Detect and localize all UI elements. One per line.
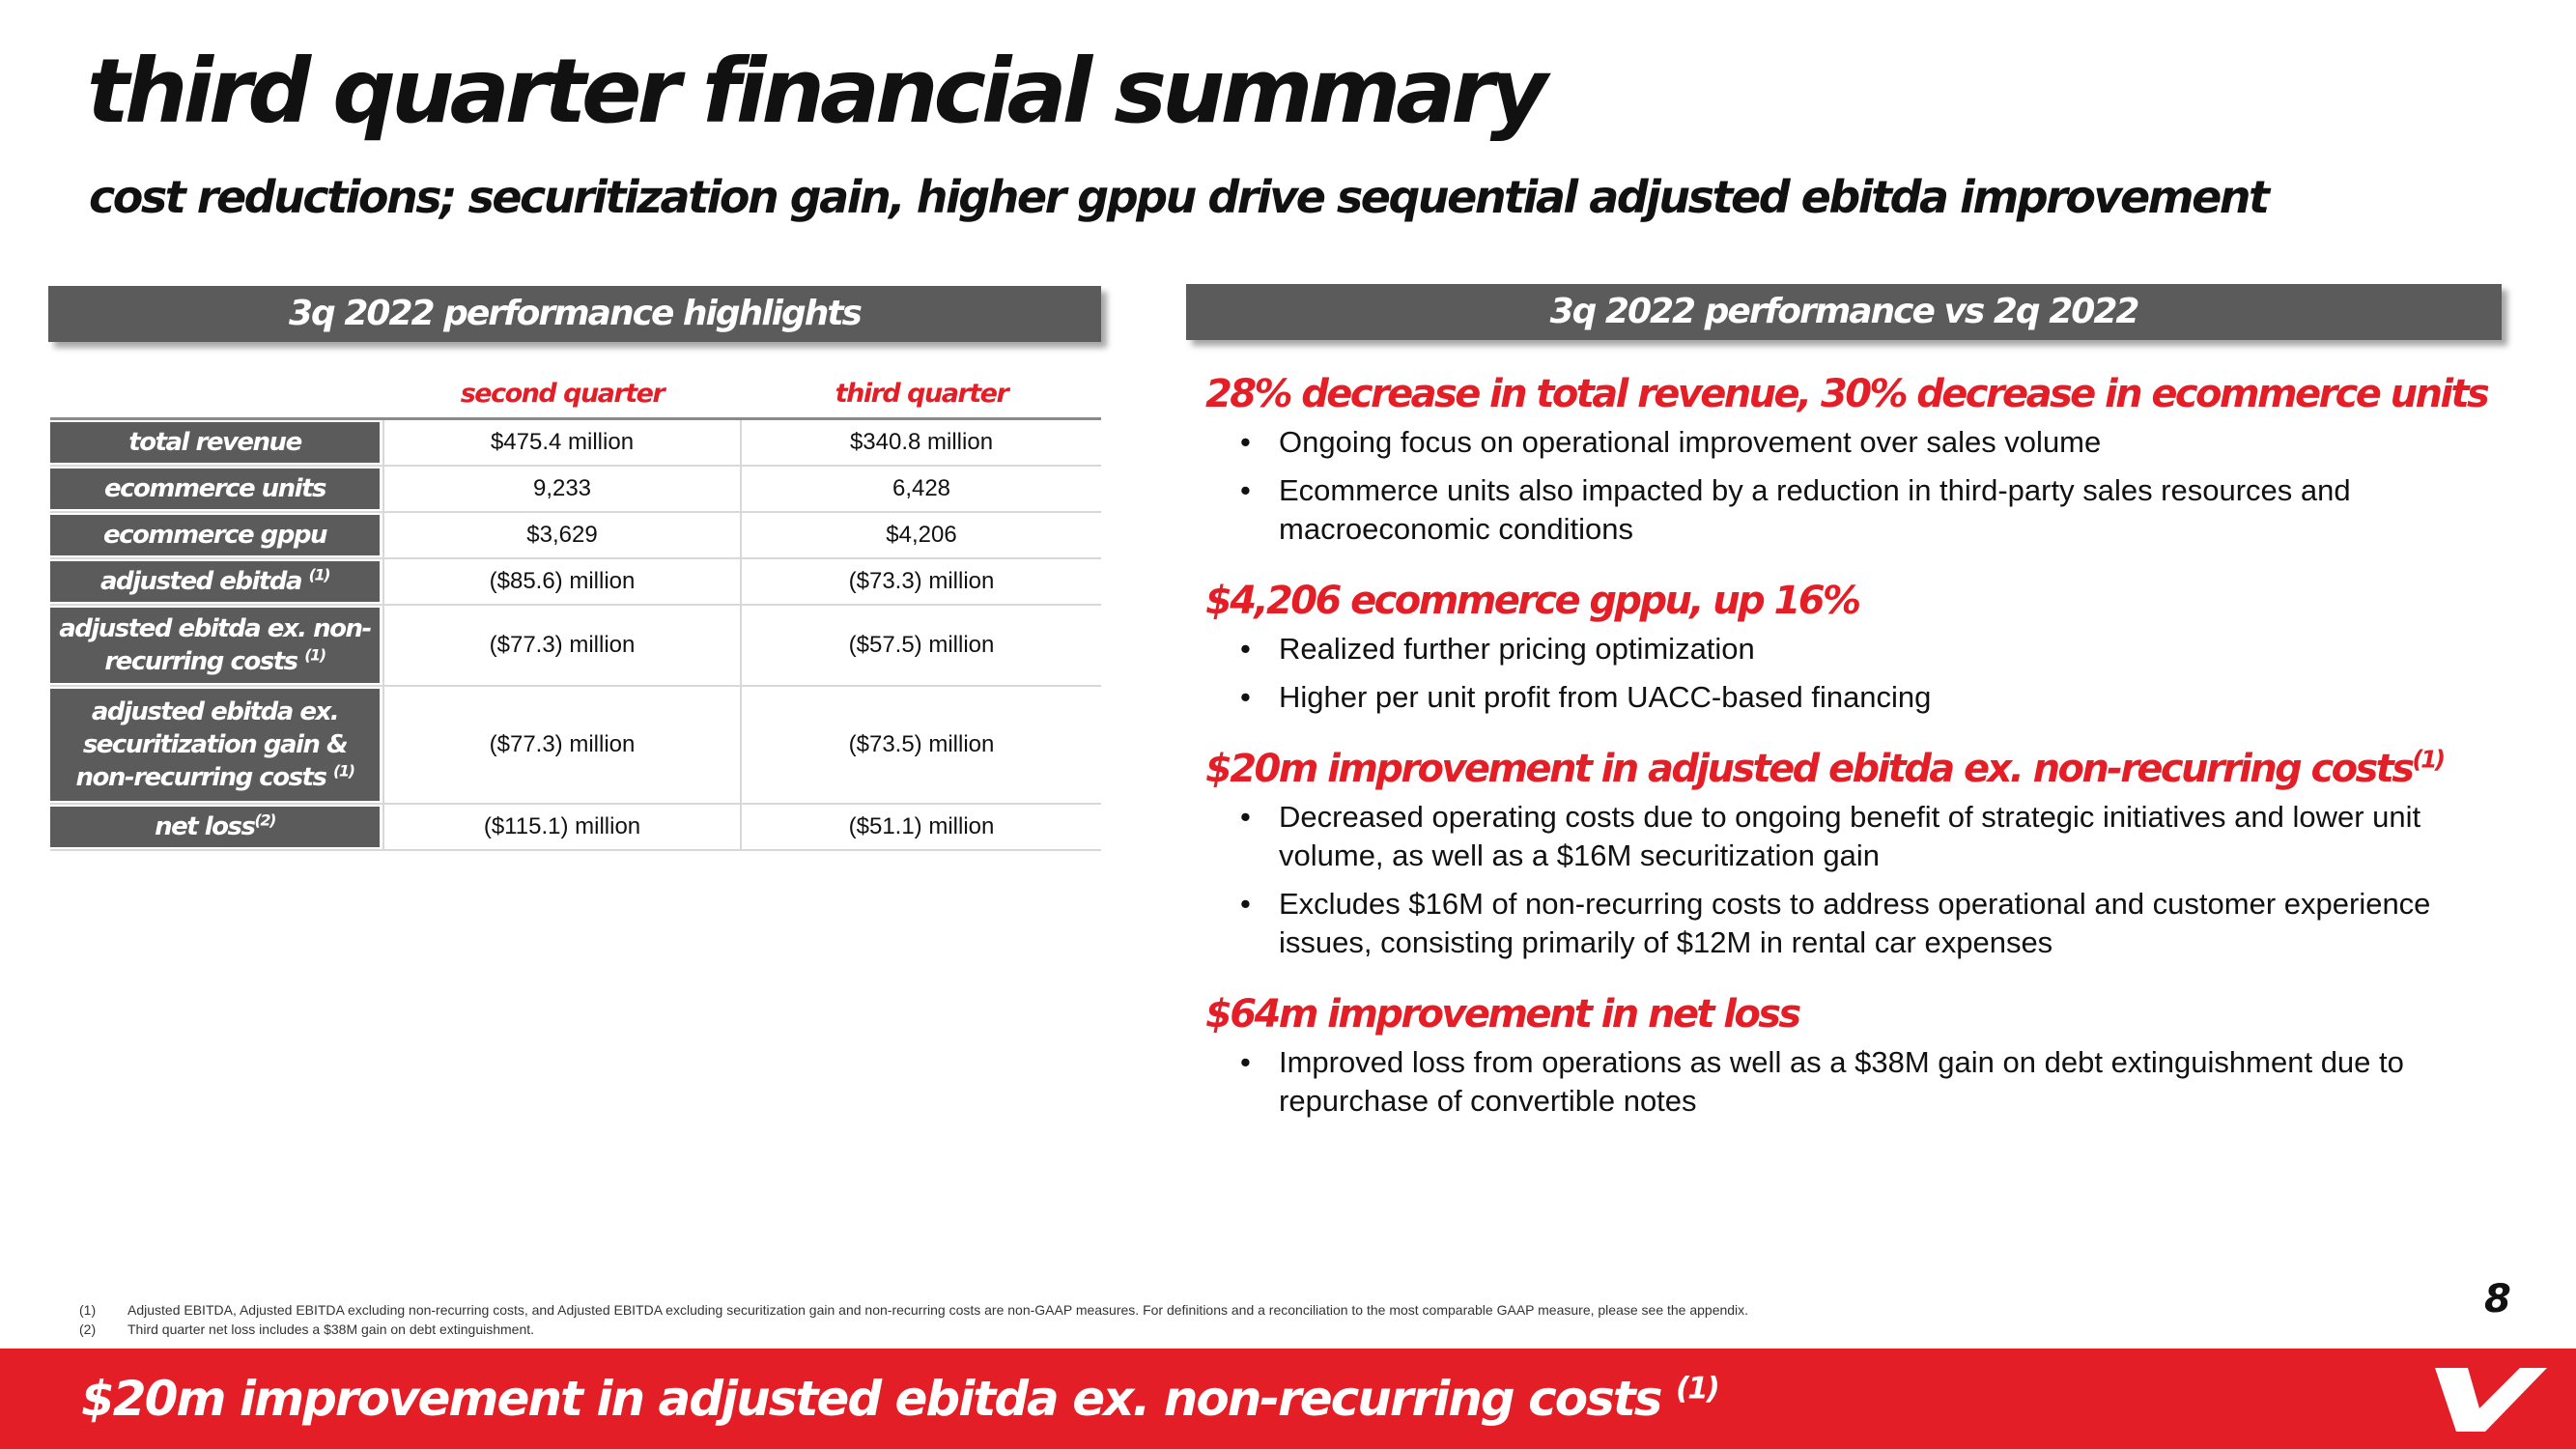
bullet-dot-icon: • (1240, 473, 1251, 507)
highlights-header: 3q 2022 performance highlights (48, 286, 1101, 342)
section-adjusted-ebitda (1205, 742, 2471, 962)
bullet-dot-icon: • (1240, 1045, 1251, 1079)
section-heading: 28% decrease in total revenue, 30% decrease in ecommerce units (1205, 372, 2488, 416)
cell-q3: ($57.5) million (848, 632, 995, 658)
bullet-item: • Higher per unit profit from UACC-based financing (1205, 678, 2471, 717)
row-label-ecommerce-gppu: ecommerce gppu (50, 515, 380, 555)
bullet-dot-icon: • (1240, 425, 1251, 459)
table-row (50, 687, 1101, 805)
vroom-v-logo-icon (2431, 1362, 2549, 1435)
cell-q2: $475.4 million (382, 420, 742, 465)
cell-q3: ($73.3) million (848, 568, 995, 594)
cell-q2: ($77.3) million (382, 687, 742, 803)
row-label-adjusted-ebitda-ex-securitization: adjusted ebitda ex. securitization gain & non-recurring costs $^{(1)}$ (50, 689, 380, 801)
cell-q3: $340.8 million (849, 429, 994, 455)
cell-q3: ($51.1) million (848, 813, 995, 839)
section-heading: $20m improvement in adjusted ebitda ex. non-recurring costs$^{(1)}$ (1205, 745, 2444, 791)
banner-text: $20m improvement in adjusted ebitda ex. non-recurring costs $^{(1)}$ (81, 1371, 1718, 1427)
row-label-net-loss: net loss$^{(2)}$ (50, 807, 380, 847)
cell-q3: 6,428 (892, 475, 951, 501)
bullet-item: • Excludes $16M of non-recurring costs to address operational and customer experience issues, consisting primarily of $12M in rental car expenses (1240, 887, 2431, 959)
cell-q2: ($77.3) million (382, 606, 742, 685)
footnotes (79, 1300, 1748, 1339)
cell-q3: $4,206 (886, 522, 957, 548)
section-net-loss (1205, 987, 2471, 1121)
performance-sections (1205, 367, 2488, 1146)
bullet-item: • Improved loss from operations as well as a $38M gain on debt extinguishment due to repurchase of convertible notes (1240, 1045, 2404, 1118)
cell-q2: 9,233 (382, 467, 742, 511)
column-header-third-quarter: third quarter (835, 379, 1008, 409)
bullet-item: • Ongoing focus on operational improvement over sales volume (1205, 423, 2471, 462)
footnote: (1) Adjusted EBITDA, Adjusted EBITDA excluding non-recurring costs, and Adjusted EBITDA excluding securitization gain and non-recurring costs are non-GAAP measures. For definitions and a reconciliation to the most comparable GAAP measure, please see the appendix. (79, 1302, 1749, 1318)
row-label-total-revenue: total revenue (50, 422, 380, 463)
performance-vs-header: 3q 2022 performance vs 2q 2022 (1186, 284, 2502, 340)
section-heading: $4,206 ecommerce gppu, up 16% (1205, 579, 1859, 623)
highlights-table (50, 371, 1101, 851)
footnote: (2) Third quarter net loss includes a $38M gain on debt extinguishment. (79, 1321, 535, 1337)
table-row (50, 467, 1101, 513)
table-row (50, 513, 1101, 559)
page-title: third quarter financial summary (87, 40, 1543, 143)
cell-q2: $3,629 (382, 513, 742, 557)
page-subtitle: cost reductions; securitization gain, higher gppu drive sequential adjusted ebitda improvement (89, 171, 2268, 223)
table-row (50, 606, 1101, 687)
page-number: 8 (2484, 1277, 2511, 1321)
table-row (50, 420, 1101, 467)
section-revenue (1205, 367, 2488, 549)
row-label-adjusted-ebitda: adjusted ebitda $^{(1)}$ (50, 561, 380, 602)
cell-q2: ($85.6) million (382, 559, 742, 604)
table-row (50, 805, 1101, 851)
bullet-item: • Decreased operating costs due to ongoing benefit of strategic initiatives and lower unit volume, as well as a $16M securitization gain (1240, 800, 2421, 872)
bullet-dot-icon: • (1240, 800, 1251, 834)
bullet-dot-icon: • (1240, 680, 1251, 714)
section-heading: $64m improvement in net loss (1205, 992, 1799, 1037)
column-header-second-quarter: second quarter (460, 379, 665, 409)
bullet-item: • Ecommerce units also impacted by a reduction in third-party sales resources and macroeconomic conditions (1240, 473, 2351, 546)
bullet-item: • Realized further pricing optimization (1205, 630, 2471, 668)
table-row (50, 559, 1101, 606)
row-label-adjusted-ebitda-ex-non-recurring: adjusted ebitda ex. non- recurring costs $^{(1)}$ (50, 608, 380, 683)
bullet-dot-icon: • (1240, 887, 1251, 921)
bullet-dot-icon: • (1240, 632, 1251, 666)
table-header-row (50, 371, 1101, 420)
cell-q2: ($115.1) million (382, 805, 742, 849)
bottom-banner (0, 1349, 2576, 1449)
cell-q3: ($73.5) million (848, 731, 995, 757)
section-gppu (1205, 574, 2471, 717)
row-label-ecommerce-units: ecommerce units (50, 469, 380, 509)
